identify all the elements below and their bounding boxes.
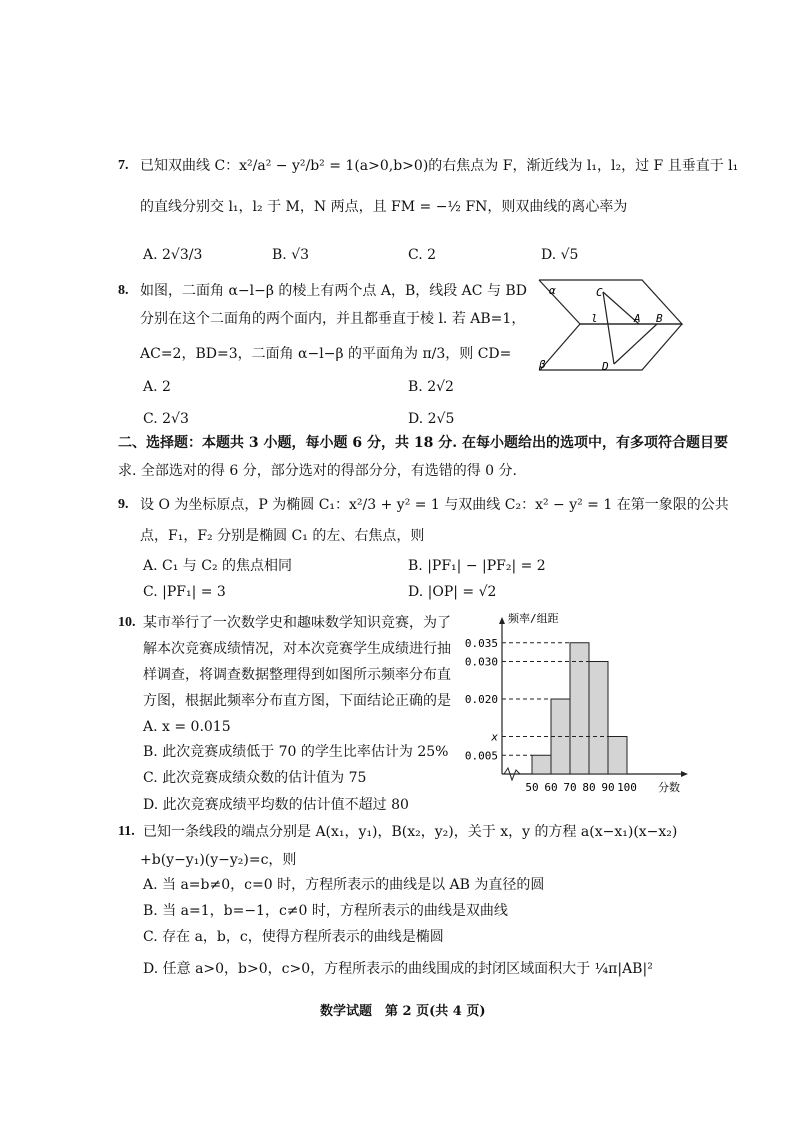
q11-stem-line2: +b(y−y₁)(y−y₂)=c，则 (140, 852, 297, 868)
q10-stem-line1: 某市举行了一次数学史和趣味数学知识竞赛，为了 (143, 615, 451, 631)
q7-number: 7. (118, 158, 129, 173)
q9-stem-line1: 设 O 为坐标原点，P 为椭圆 C₁：x²/3 + y² = 1 与双曲线 C₂：x² − y² = 1 在第一象限的公共 (140, 497, 729, 513)
q9-number: 9. (118, 497, 129, 512)
label-d: D (602, 360, 609, 373)
q11-option-a: A. 当 a=b≠0，c=0 时，方程所表示的曲线是以 AB 为直径的圆 (143, 877, 545, 893)
q10-stem-line4: 方图，根据此频率分布直方图，下面结论正确的是 (143, 693, 451, 709)
q8-number: 8. (118, 283, 129, 298)
x-tick-label-100: 100 (617, 781, 637, 794)
q9-option-a: A. C₁ 与 C₂ 的焦点相同 (143, 558, 293, 574)
q8-stem-line3: AC=2，BD=3，二面角 α−l−β 的平面角为 π/3，则 CD= (140, 346, 512, 362)
plane-alpha-left-edge (539, 280, 580, 324)
section2-text-1: 二、选择题：本题共 3 小题，每小题 6 分，共 18 分. 在每小题给出的选项中，有多项符合题目要 (118, 435, 728, 451)
y-axis-label: 频率/组距 (508, 612, 559, 625)
q8-option-b: B. 2√2 (408, 379, 454, 395)
q8-stem-line1: 如图，二面角 α−l−β 的棱上有两个点 A，B，线段 AC 与 BD (140, 283, 527, 299)
label-c: C (596, 286, 603, 299)
q11-stem-line1: 已知一条线段的端点分别是 A(x₁，y₁)，B(x₂，y₂)，关于 x，y 的方程 a(x−x₁)(x−x₂) (143, 824, 678, 840)
y-tick-label-4: 0.005 (464, 749, 498, 763)
q9-option-d: D. |OP| = √2 (408, 584, 497, 600)
segment-bd (614, 324, 657, 364)
q9-option-b: B. |PF₁| − |PF₂| = 2 (408, 558, 546, 574)
q8-option-c: C. 2√3 (143, 411, 189, 427)
dihedral-angle-figure (522, 276, 687, 376)
q7-option-b: B. √3 (272, 247, 310, 263)
histogram-bar-50-60 (532, 755, 551, 774)
x-tick-label-70: 70 (563, 781, 577, 794)
q7-option-a: A. 2√3/3 (143, 247, 203, 263)
x-axis-label: 分数 (658, 781, 680, 794)
q8-option-a: A. 2 (143, 379, 171, 395)
q7-stem-line2: 的直线分别交 l₁，l₂ 于 M，N 两点，且 FM = −½ FN，则双曲线的离心率为 (140, 199, 628, 215)
y-tick-label-3: x (491, 730, 498, 744)
label-beta: β (539, 358, 546, 371)
section2-instruction-line1 (118, 434, 728, 452)
section2-instruction-line2: 求. 全部选对的得 6 分，部分选对的得部分分，有选错的得 0 分. (118, 463, 517, 479)
q8-option-d: D. 2√5 (408, 411, 455, 427)
x-tick-label-80: 80 (582, 781, 596, 794)
q10-stem-line3: 样调查，将调查数据整理得到如图所示频率分布直 (143, 667, 451, 683)
label-b: B (656, 312, 663, 325)
label-a: A (634, 312, 641, 325)
x-tick-label-60: 60 (544, 781, 558, 794)
q9-stem-line2: 点，F₁，F₂ 分别是椭圆 C₁ 的左、右焦点，则 (140, 528, 425, 544)
y-tick-label-2: 0.020 (464, 693, 498, 706)
q9-option-c: C. |PF₁| = 3 (143, 584, 226, 600)
page-footer: 数学试题 第 2 页(共 4 页) (320, 1004, 486, 1019)
q10-option-a: A. x = 0.015 (143, 719, 231, 735)
q10-number: 10. (118, 615, 136, 630)
segment-cd (603, 292, 614, 364)
histogram-bar-80-90 (589, 662, 608, 775)
label-alpha: α (549, 284, 556, 297)
q7-stem-line1: 已知双曲线 C：x²/a² − y²/b² = 1(a>0,b>0)的右焦点为 F，渐近线为 l₁，l₂，过 F 且垂直于 l₁ (140, 158, 739, 174)
q11-option-d: D. 任意 a>0，b>0，c>0，方程所表示的曲线围成的封闭区域面积大于 ¼π|AB|² (143, 961, 653, 977)
q10-stem-line2: 解本次竞赛成绩情况，对本次竞赛学生成绩进行抽 (143, 641, 451, 657)
x-tick-label-90: 90 (601, 781, 615, 794)
q7-option-d: D. √5 (541, 247, 579, 263)
q10-option-c: C. 此次竞赛成绩众数的估计值为 75 (143, 770, 367, 786)
q8-stem-line2: 分别在这个二面角的两个面内，并且都垂直于棱 l. 若 AB=1， (140, 311, 526, 327)
y-tick-label-0: 0.035 (464, 636, 498, 650)
y-tick-label-1: 0.030 (464, 655, 498, 669)
q10-option-b: B. 此次竞赛成绩低于 70 的学生比率估计为 25% (143, 744, 449, 760)
q10-option-d: D. 此次竞赛成绩平均数的估计值不超过 80 (143, 797, 409, 813)
histogram-bar-90-100 (608, 737, 627, 775)
histogram-bar-70-80 (570, 643, 589, 774)
q11-number: 11. (118, 824, 135, 839)
frequency-histogram (452, 608, 692, 798)
label-l: l (591, 312, 598, 325)
y-axis-arrow (499, 617, 505, 624)
q11-option-c: C. 存在 a，b，c，使得方程所表示的曲线是椭圆 (143, 929, 444, 945)
x-tick-label-50: 50 (525, 781, 539, 794)
q7-option-c: C. 2 (408, 247, 437, 263)
x-axis-arrow (681, 771, 688, 777)
q11-option-b: B. 当 a=1，b=−1，c≠0 时，方程所表示的曲线是双曲线 (143, 903, 508, 919)
